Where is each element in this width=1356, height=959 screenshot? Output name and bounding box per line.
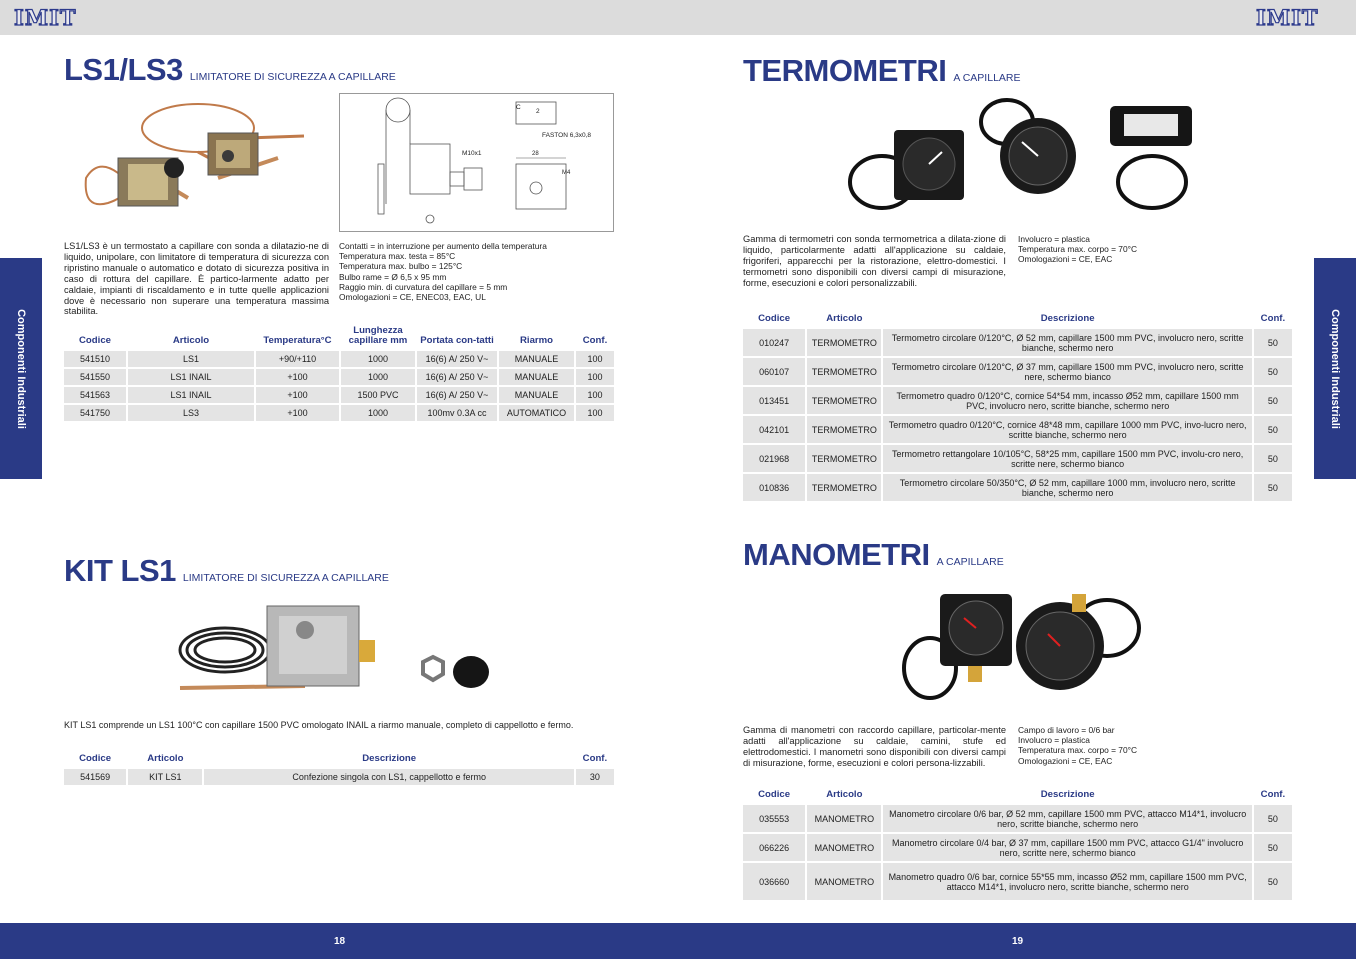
- page-number-left: 18: [334, 936, 346, 947]
- kit-table: [62, 745, 616, 787]
- table-cell: 16(6) A/ 250 V~: [417, 369, 497, 385]
- side-tab-left: [0, 258, 42, 479]
- table-cell: AUTOMATICO: [499, 405, 574, 421]
- table-cell: 541750: [64, 405, 126, 421]
- ls-spec: Raggio min. di curvatura del capillare = 5 mm: [339, 281, 508, 292]
- ls-technical-drawing: [339, 93, 614, 232]
- ls-heading: [64, 52, 396, 88]
- drawing-label-m4: M4: [562, 170, 571, 176]
- table-cell: TERMOMETRO: [807, 416, 881, 443]
- page-number-right: 19: [1012, 936, 1024, 947]
- kit-title: KIT LS1: [64, 553, 176, 588]
- mano-spec: Omologazioni = CE, EAC: [1018, 755, 1113, 766]
- table-cell: 013451: [743, 387, 805, 414]
- kit-subtitle: LIMITATORE DI SICUREZZA A CAPILLARE: [182, 572, 389, 584]
- mano-title: MANOMETRI: [743, 537, 930, 572]
- table-cell: 042101: [743, 416, 805, 443]
- brand-logo-right: IMIT: [1256, 5, 1319, 30]
- table-cell: Termometro rettangolare 10/105°C, 58*25 mm, capillare 1500 mm PVC, involu-cro nero, scritte nere, schermo bianco: [883, 445, 1251, 472]
- table-cell: 541569: [64, 769, 126, 785]
- table-cell: TERMOMETRO: [807, 474, 881, 501]
- mano-spec: Campo di lavoro = 0/6 bar: [1018, 725, 1115, 735]
- table-cell: 16(6) A/ 250 V~: [417, 351, 497, 367]
- mano-description: Gamma di manometri con raccordo capillare, particolar-mente adatti all'applicazione su caldaie, camini, stufe ed elettrodomestici. I manometri sono disponibili con diversi campi di misurazione, forme, esecuzioni e colori persona-lizzabili.: [743, 725, 1006, 768]
- ls-spec: Bulbo rame = Ø 6,5 x 95 mm: [339, 271, 447, 282]
- mano-subtitle: A CAPILLARE: [936, 556, 1004, 568]
- table-row: [743, 358, 1292, 385]
- table-cell: 50: [1254, 834, 1292, 861]
- table-cell: 035553: [743, 805, 805, 832]
- mano-product-photo: [902, 588, 1142, 706]
- table-cell: 036660: [743, 863, 805, 900]
- ls-description: LS1/LS3 è un termostato a capillare con sonda a dilatazio-ne di liquido, unipolare, con limitatore di temperatura di sicurezza con ripristino manuale o automatico e dotato di sicurezza positiva in caso di rottura del capillare. È partico-larmente adatto per caldaie, impianti di riscaldamento e in tutte quelle applicazioni dove è necessario non superare una temperatura massima stabilita.: [64, 241, 329, 317]
- drawing-label-faston: FASTON 6,3x0,8: [542, 132, 592, 139]
- table-cell: 060107: [743, 358, 805, 385]
- table-row: [64, 405, 614, 421]
- kit-col-header: Descrizione: [362, 753, 417, 764]
- termo-description: Gamma di termometri con sonda termometrica a dilata-zione di liquido, particolarmente adatti all'applicazione su caldaie, frigoriferi, apparecchi per la ristorazione, elettro-domestici. I termometri sono disponibili con diversi campi di misurazione, forme, esecuzioni e colori personalizzabili.: [743, 234, 1006, 288]
- table-cell: TERMOMETRO: [807, 358, 881, 385]
- ls-col-header: Temperatura°C: [263, 335, 332, 346]
- termo-col-header: Codice: [758, 313, 791, 324]
- table-row: [743, 416, 1292, 443]
- mano-table: [741, 785, 1294, 902]
- table-cell: Termometro quadro 0/120°C, cornice 48*48 mm, capillare 1000 mm PVC, invo-lucro nero, scritte bianche, schermo nero: [883, 416, 1251, 443]
- ls-table: [62, 321, 616, 423]
- table-cell: 50: [1254, 474, 1292, 501]
- table-row: [743, 474, 1292, 501]
- table-cell: Confezione singola con LS1, cappellotto e fermo: [204, 769, 573, 785]
- table-cell: 50: [1254, 416, 1292, 443]
- ls-col-header: Lunghezza capillare mm: [348, 325, 408, 346]
- table-cell: TERMOMETRO: [807, 329, 881, 356]
- table-cell: 1000: [341, 405, 415, 421]
- kit-product-photo: [175, 600, 500, 700]
- table-cell: MANOMETRO: [807, 834, 881, 861]
- table-cell: LS3: [128, 405, 254, 421]
- table-cell: 021968: [743, 445, 805, 472]
- mano-spec: Temperatura max. corpo = 70°C: [1018, 745, 1138, 756]
- table-cell: MANOMETRO: [807, 805, 881, 832]
- termo-col-header: Articolo: [826, 313, 863, 324]
- table-row: [64, 369, 614, 385]
- ls-col-header: Portata con-tatti: [420, 335, 494, 346]
- table-cell: 50: [1254, 805, 1292, 832]
- table-row: [64, 351, 614, 367]
- table-cell: Termometro circolare 0/120°C, Ø 52 mm, capillare 1500 mm PVC, involucro nero, scritte bianche, schermo nero: [883, 329, 1251, 356]
- table-cell: MANUALE: [499, 351, 574, 367]
- table-cell: 50: [1254, 329, 1292, 356]
- side-tab-label: Componenti Industriali: [15, 308, 27, 429]
- kit-col-header: Articolo: [147, 753, 184, 764]
- table-row: [64, 387, 614, 403]
- table-cell: LS1 INAIL: [128, 387, 254, 403]
- termo-spec: Involucro = plastica: [1018, 234, 1090, 244]
- table-cell: 541510: [64, 351, 126, 367]
- table-cell: Manometro quadro 0/6 bar, cornice 55*55 mm, incasso Ø52 mm, capillare 1500 mm PVC, attacco M14*1, involucro nero, scritte bianche, schermo nero: [883, 863, 1251, 900]
- termo-table: [741, 309, 1294, 503]
- ls-product-photo: [78, 98, 310, 220]
- bottom-bar: [0, 923, 1356, 959]
- brand-logo-left: IMIT: [14, 5, 77, 30]
- table-row: [743, 805, 1292, 832]
- termo-col-header: Descrizione: [1040, 313, 1095, 324]
- table-cell: TERMOMETRO: [807, 387, 881, 414]
- ls-spec: Contatti = in interruzione per aumento della temperatura: [339, 241, 547, 251]
- drawing-label-thread: M10x1: [462, 150, 482, 157]
- side-tab-right: [1314, 258, 1356, 479]
- table-row: [743, 834, 1292, 861]
- table-cell: MANOMETRO: [807, 863, 881, 900]
- ls-drawing-lines: [340, 94, 613, 231]
- table-cell: +100: [256, 369, 339, 385]
- table-cell: 50: [1254, 863, 1292, 900]
- table-cell: 50: [1254, 445, 1292, 472]
- table-cell: 100: [576, 405, 614, 421]
- termo-title: TERMOMETRI: [743, 53, 947, 88]
- termo-spec: Temperatura max. corpo = 70°C: [1018, 244, 1138, 255]
- drawing-label-c: C: [516, 104, 521, 111]
- termo-spec: Omologazioni = CE, EAC: [1018, 254, 1113, 265]
- top-bar: [0, 0, 1356, 35]
- table-cell: +100: [256, 387, 339, 403]
- ls-spec: Temperatura max. bulbo = 125°C: [339, 261, 463, 272]
- termo-heading: [743, 53, 1021, 89]
- table-cell: 30: [576, 769, 614, 785]
- table-cell: 1000: [341, 369, 415, 385]
- table-cell: 50: [1254, 387, 1292, 414]
- ls-col-header: Articolo: [172, 335, 210, 346]
- termo-subtitle: A CAPILLARE: [953, 72, 1021, 84]
- table-cell: 100: [576, 369, 614, 385]
- table-cell: LS1: [128, 351, 254, 367]
- table-cell: 541550: [64, 369, 126, 385]
- table-cell: 100: [576, 351, 614, 367]
- table-cell: 541563: [64, 387, 126, 403]
- table-cell: LS1 INAIL: [128, 369, 254, 385]
- side-tab-label: Componenti Industriali: [1329, 308, 1341, 429]
- ls-subtitle: LIMITATORE DI SICUREZZA A CAPILLARE: [189, 71, 396, 83]
- ls-spec: Omologazioni = CE, ENEC03, EAC, UL: [339, 292, 486, 303]
- table-cell: Termometro quadro 0/120°C, cornice 54*54 mm, incasso Ø52 mm, capillare 1500 mm PVC, involucro nero, scritte bianche, schermo nero: [883, 387, 1251, 414]
- mano-col-header: Conf.: [1260, 789, 1286, 800]
- table-cell: Termometro circolare 0/120°C, Ø 37 mm, capillare 1500 mm PVC, involucro nero, scritte nere, schermo bianco: [883, 358, 1251, 385]
- ls-col-header: Codice: [79, 335, 111, 346]
- ls-spec: Temperatura max. testa = 85°C: [339, 251, 456, 262]
- table-cell: 100mv 0.3A cc: [417, 405, 497, 421]
- mano-col-header: Descrizione: [1040, 789, 1095, 800]
- kit-col-header: Codice: [79, 753, 112, 764]
- mano-heading: [743, 537, 1004, 573]
- table-row: [64, 769, 614, 785]
- table-cell: 1000: [341, 351, 415, 367]
- table-row: [743, 445, 1292, 472]
- ls-title: LS1/LS3: [64, 52, 183, 87]
- kit-description: KIT LS1 comprende un LS1 100°C con capillare 1500 PVC omologato INAIL a riarmo manuale, completo di cappellotto e fermo.: [64, 720, 574, 730]
- table-cell: 16(6) A/ 250 V~: [417, 387, 497, 403]
- drawing-label-dim: 28: [532, 151, 539, 157]
- kit-heading: [64, 553, 389, 589]
- table-cell: +100: [256, 405, 339, 421]
- table-cell: 1500 PVC: [341, 387, 415, 403]
- table-cell: TERMOMETRO: [807, 445, 881, 472]
- table-row: [743, 387, 1292, 414]
- termo-col-header: Conf.: [1260, 313, 1286, 324]
- table-cell: +90/+110: [256, 351, 339, 367]
- table-cell: Termometro circolare 50/350°C, Ø 52 mm, capillare 1000 mm, involucro nero, scritte bianche, schermo nero: [883, 474, 1251, 501]
- termo-spec-list: [1018, 234, 1218, 265]
- ls-spec-list: [339, 241, 614, 302]
- termo-product-photo: [842, 92, 1197, 222]
- table-cell: Manometro circolare 0/6 bar, Ø 52 mm, capillare 1500 mm PVC, attacco M14*1, involucro nero, scritte bianche, schermo nero: [883, 805, 1251, 832]
- table-cell: 100: [576, 387, 614, 403]
- mano-spec-list: [1018, 725, 1218, 766]
- ls-col-header: Riarmo: [519, 335, 554, 346]
- kit-col-header: Conf.: [582, 753, 608, 764]
- mano-spec: Involucro = plastica: [1018, 735, 1090, 746]
- table-cell: MANUALE: [499, 387, 574, 403]
- table-row: [743, 863, 1292, 900]
- drawing-label-2: 2: [536, 108, 540, 115]
- table-cell: MANUALE: [499, 369, 574, 385]
- table-cell: 010836: [743, 474, 805, 501]
- mano-col-header: Codice: [758, 789, 791, 800]
- table-cell: 010247: [743, 329, 805, 356]
- table-cell: 50: [1254, 358, 1292, 385]
- table-cell: 066226: [743, 834, 805, 861]
- mano-col-header: Articolo: [826, 789, 863, 800]
- table-cell: Manometro circolare 0/4 bar, Ø 37 mm, capillare 1500 mm PVC, attacco G1/4" involucro nero, scritte nere, schermo bianco: [883, 834, 1251, 861]
- ls-col-header: Conf.: [582, 335, 608, 346]
- table-row: [743, 329, 1292, 356]
- table-cell: KIT LS1: [128, 769, 202, 785]
